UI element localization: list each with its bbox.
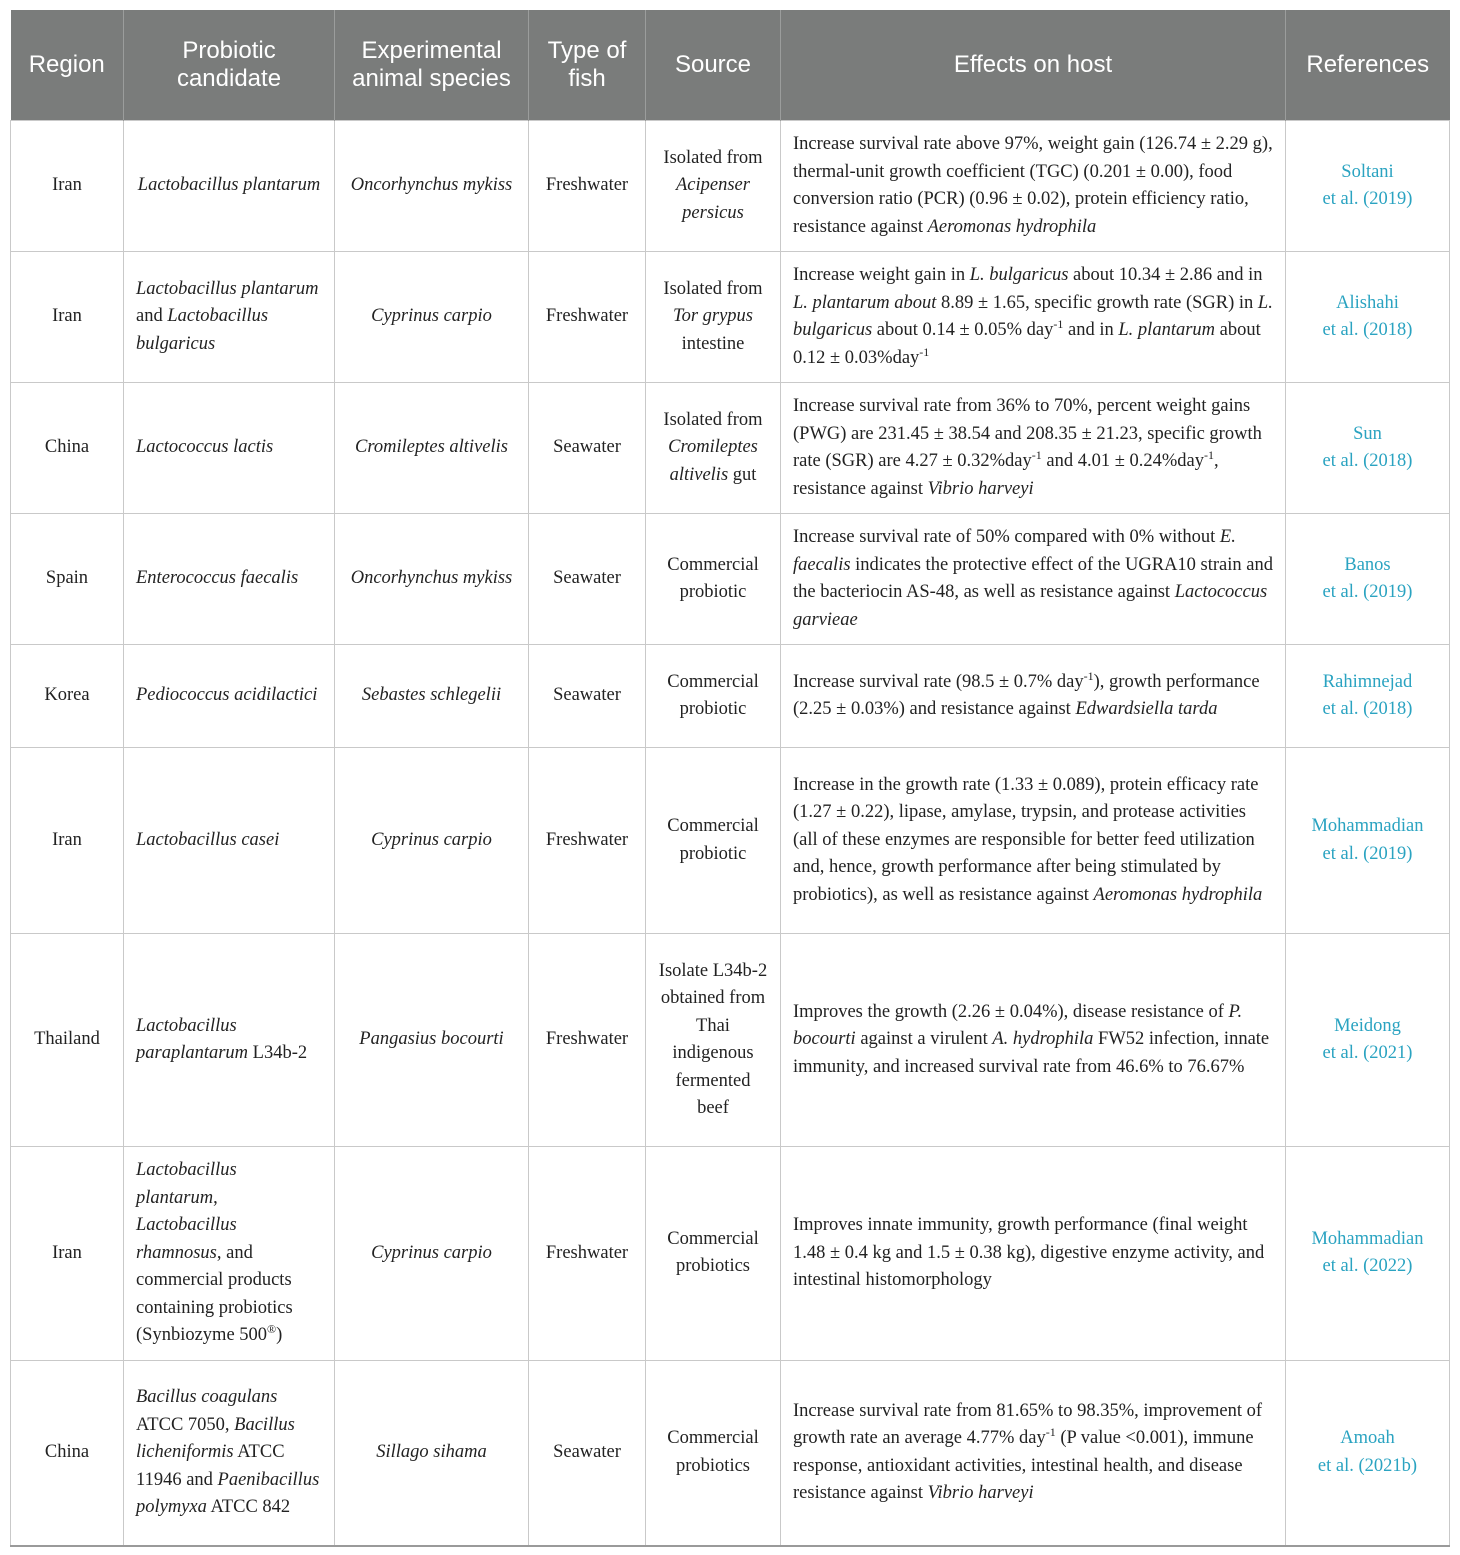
table-row [11, 748, 1450, 934]
header-row [11, 10, 1450, 121]
reference-link[interactable]: Mohammadian [1311, 1228, 1424, 1249]
cell-reference[interactable]: Soltani et al. (2019) [1286, 121, 1450, 252]
cell-species: Cromileptes altivelis [335, 383, 529, 514]
table-row [11, 934, 1450, 1147]
column-header-region: Region [11, 10, 124, 121]
table-row [11, 252, 1450, 383]
column-header-experimental-species: Experimental animal species [335, 10, 529, 121]
cell-reference[interactable]: Sun et al. (2018) [1286, 383, 1450, 514]
cell-region: Iran [11, 748, 124, 934]
cell-region: Iran [11, 1147, 124, 1361]
column-header-effects-on-host: Effects on host [781, 10, 1286, 121]
cell-effects: Increase weight gain in L. bulgaricus about 10.34 ± 2.86 and in L. plantarum about 8.89 ± 1.65, specific growth rate (SGR) in L. bulgaricus about 0.14 ± 0.05% day$^{-1}$ and in L. plantarum about 0.12 ± 0.03%day$^{-1}$ [781, 252, 1286, 383]
cell-effects: Increase survival rate from 36% to 70%, percent weight gains (PWG) are 231.45 ± 38.54 and 208.35 ± 21.23, specific growth rate (SGR) are 4.27 ± 0.32%day$^{-1}$ and 4.01 ± 0.24%day$^{-1}$, resistance against Vibrio harveyi [781, 383, 1286, 514]
cell-candidate: Lactococcus lactis [124, 383, 335, 514]
cell-candidate: Pediococcus acidilactici [124, 645, 335, 748]
cell-candidate: Lactobacillus plantarum [124, 121, 335, 252]
cell-source: Commercial probiotics [646, 1147, 781, 1361]
table-row [11, 121, 1450, 252]
table-row [11, 383, 1450, 514]
cell-species: Pangasius bocourti [335, 934, 529, 1147]
table-row [11, 1360, 1450, 1546]
cell-source: Isolated from Cromileptes altivelis gut [646, 383, 781, 514]
cell-reference[interactable]: Meidong et al. (2021) [1286, 934, 1450, 1147]
cell-region: Korea [11, 645, 124, 748]
cell-region: China [11, 383, 124, 514]
cell-candidate: Lactobacillus plantarum and Lactobacillus bulgaricus [124, 252, 335, 383]
cell-effects: Increase survival rate of 50% compared with 0% without E. faecalis indicates the protective effect of the UGRA10 strain and the bacteriocin AS-48, as well as resistance against Lactococcus garvieae [781, 514, 1286, 645]
cell-effects: Increase survival rate (98.5 ± 0.7% day$^{-1}$), growth performance (2.25 ± 0.03%) and resistance against Edwardsiella tarda [781, 645, 1286, 748]
reference-link[interactable]: Amoah [1340, 1428, 1395, 1449]
table-row [11, 514, 1450, 645]
probiotics-table [10, 10, 1450, 1547]
cell-species: Cyprinus carpio [335, 1147, 529, 1361]
cell-reference[interactable]: Mohammadian et al. (2022) [1286, 1147, 1450, 1361]
cell-source: Commercial probiotic [646, 748, 781, 934]
cell-species: Cyprinus carpio [335, 252, 529, 383]
cell-reference[interactable]: Banos et al. (2019) [1286, 514, 1450, 645]
cell-source: Isolated from Acipenser persicus [646, 121, 781, 252]
reference-link[interactable]: Soltani [1341, 161, 1394, 182]
cell-candidate: Lactobacillus paraplantarum L34b-2 [124, 934, 335, 1147]
reference-link[interactable]: Mohammadian [1311, 816, 1424, 836]
column-header-probiotic-candidate: Probiotic candidate [124, 10, 335, 121]
cell-type: Freshwater [529, 934, 646, 1147]
cell-species: Oncorhynchus mykiss [335, 514, 529, 645]
reference-link[interactable]: Alishahi [1336, 292, 1399, 313]
reference-link[interactable]: Meidong [1334, 1015, 1401, 1036]
cell-type: Freshwater [529, 252, 646, 383]
reference-link[interactable]: Banos [1344, 554, 1391, 575]
table-container [10, 10, 1449, 1547]
cell-effects: Increase survival rate from 81.65% to 98.35%, improvement of growth rate an average 4.77% day$^{-1}$ (P value <0.001), immune response, antioxidant activities, intestinal health, and disease resistance against Vibrio harveyi [781, 1360, 1286, 1546]
cell-type: Seawater [529, 514, 646, 645]
table-row [11, 1147, 1450, 1361]
cell-region: Spain [11, 514, 124, 645]
cell-candidate: Lactobacillus casei [124, 748, 335, 934]
cell-source: Commercial probiotic [646, 514, 781, 645]
cell-source: Isolate L34b-2 obtained from Thai indigenous fermented beef [646, 934, 781, 1147]
column-header-source: Source [646, 10, 781, 121]
cell-reference[interactable]: Rahimnejad et al. (2018) [1286, 645, 1450, 748]
cell-type: Seawater [529, 645, 646, 748]
cell-source: Isolated from Tor grypus intestine [646, 252, 781, 383]
cell-type: Freshwater [529, 748, 646, 934]
cell-candidate: Enterococcus faecalis [124, 514, 335, 645]
cell-reference[interactable]: Amoah et al. (2021b) [1286, 1360, 1450, 1546]
cell-reference[interactable]: Mohammadian et al. (2019) [1286, 748, 1450, 934]
cell-species: Oncorhynchus mykiss [335, 121, 529, 252]
cell-reference[interactable]: Alishahi et al. (2018) [1286, 252, 1450, 383]
reference-link[interactable]: Rahimnejad [1322, 671, 1413, 692]
cell-type: Freshwater [529, 121, 646, 252]
cell-source: Commercial probiotic [646, 645, 781, 748]
cell-candidate: Bacillus coagulans ATCC 7050, Bacillus licheniformis ATCC 11946 and Paenibacillus polymyxa ATCC 842 [124, 1360, 335, 1546]
cell-effects: Improves the growth (2.26 ± 0.04%), disease resistance of P. bocourti against a virulent A. hydrophila FW52 infection, innate immunity, and increased survival rate from 46.6% to 76.67% [781, 934, 1286, 1147]
cell-species: Sillago sihama [335, 1360, 529, 1546]
cell-candidate: Lactobacillus plantarum, Lactobacillus rhamnosus, and commercial products containing probiotics (Synbiozyme 500®) [124, 1147, 335, 1361]
cell-effects: Increase survival rate above 97%, weight gain (126.74 ± 2.29 g), thermal-unit growth coefficient (TGC) (0.201 ± 0.00), food conversion ratio (PCR) (0.96 ± 0.02), protein efficiency ratio, resistance against Aeromonas hydrophila [781, 121, 1286, 252]
cell-effects: Improves innate immunity, growth performance (final weight 1.48 ± 0.4 kg and 1.5 ± 0.38 kg), digestive enzyme activity, and intestinal histomorphology [781, 1147, 1286, 1361]
table-row [11, 645, 1450, 748]
cell-species: Cyprinus carpio [335, 748, 529, 934]
cell-effects: Increase in the growth rate (1.33 ± 0.089), protein efficacy rate (1.27 ± 0.22), lipase, amylase, trypsin, and protease activities (all of these enzymes are responsible for better feed utilization and, hence, growth performance after being stimulated by probiotics), as well as resistance against Aeromonas hydrophila [781, 748, 1286, 934]
reference-link[interactable]: Sun [1353, 423, 1382, 444]
cell-region: Iran [11, 252, 124, 383]
column-header-references: References [1286, 10, 1450, 121]
cell-type: Seawater [529, 1360, 646, 1546]
cell-source: Commercial probiotics [646, 1360, 781, 1546]
cell-region: China [11, 1360, 124, 1546]
cell-type: Freshwater [529, 1147, 646, 1361]
cell-type: Seawater [529, 383, 646, 514]
cell-region: Thailand [11, 934, 124, 1147]
cell-region: Iran [11, 121, 124, 252]
cell-species: Sebastes schlegelii [335, 645, 529, 748]
column-header-type-of-fish: Type of fish [529, 10, 646, 121]
